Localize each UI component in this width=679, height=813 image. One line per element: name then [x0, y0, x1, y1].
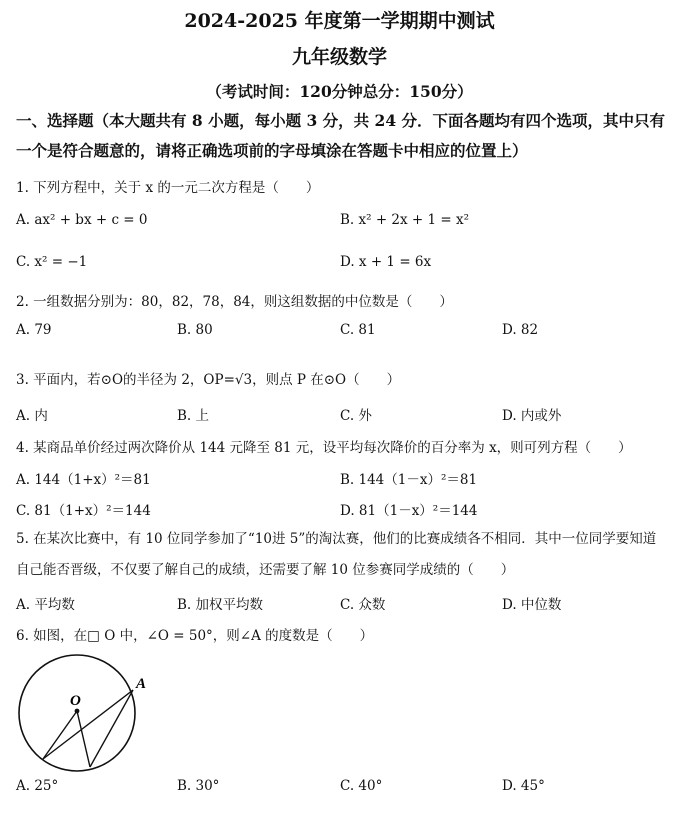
- question-2-option-d: D. 82: [502, 322, 539, 338]
- question-6-stem: 6. 如图，在□ O 中，∠O = 50°，则∠A 的度数是（ ）: [16, 628, 374, 644]
- question-5-stem: 5. 在某次比赛中，有 10 位同学参加了“10进 5”的淘汰赛，他们的比赛成绩各不相同．其中一位同学要知道自己能否晋级，不仅要了解自己的成绩，还需要了解 10 位参赛同学成绩的（ ）: [16, 531, 657, 578]
- question-1-option-d: D. x + 1 = 6x: [340, 254, 432, 270]
- question-5-option-b: B. 加权平均数: [177, 597, 264, 613]
- question-2-option-b: B. 80: [177, 322, 213, 338]
- question-4-option-a: A. 144（1+x）²＝81: [16, 472, 151, 488]
- label-o: O: [70, 693, 81, 709]
- circle-figure: [10, 650, 160, 775]
- radius-segment-1: [43, 711, 77, 759]
- question-3-option-a: A. 内: [16, 408, 48, 424]
- exam-subject: 九年级数学: [291, 46, 387, 68]
- question-1-stem: 1. 下列方程中，关于 x 的一元二次方程是（ ）: [16, 180, 320, 196]
- question-4-stem: 4. 某商品单价经过两次降价从 144 元降至 81 元，设平均每次降价的百分率为 x，则可列方程（ ）: [16, 440, 632, 456]
- question-2-option-c: C. 81: [340, 322, 376, 338]
- question-4-option-b: B. 144（1－x）²＝81: [340, 472, 478, 488]
- question-4-option-d: D. 81（1－x）²＝144: [340, 503, 478, 519]
- question-1-option-b: B. x² + 2x + 1 = x²: [340, 212, 470, 228]
- question-3-option-b: B. 上: [177, 408, 210, 424]
- question-4-option-c: C. 81（1+x）²＝144: [16, 503, 151, 519]
- question-1-option-a: A. ax² + bx + c = 0: [16, 212, 148, 228]
- question-1-option-c: C. x² = −1: [16, 254, 88, 270]
- question-2-stem: 2. 一组数据分别为：80，82，78，84，则这组数据的中位数是（ ）: [16, 294, 453, 310]
- center-point: [75, 709, 80, 714]
- question-6-option-c: C. 40°: [340, 778, 383, 794]
- exam-title: 2024-2025 年度第一学期期中测试: [184, 10, 495, 32]
- question-6-option-a: A. 25°: [16, 778, 59, 794]
- question-2-option-a: A. 79: [16, 322, 52, 338]
- question-5-option-c: C. 众数: [340, 597, 386, 613]
- question-5-option-a: A. 平均数: [16, 597, 75, 613]
- section-heading: 一、选择题（本大题共有 8 小题，每小题 3 分，共 24 分．下面各题均有四个选项，其中只有一个是符合题意的，请将正确选项前的字母填涂在答题卡中相应的位置上）: [16, 111, 666, 160]
- chord-a-1: [43, 690, 133, 759]
- question-6-option-b: B. 30°: [177, 778, 220, 794]
- chord-a-2: [90, 690, 133, 767]
- radius-segment-2: [77, 711, 90, 767]
- question-3-stem: 3. 平面内，若⊙O的半径为 2，OP=√3，则点 P 在⊙O（ ）: [16, 372, 401, 388]
- question-5-option-d: D. 中位数: [502, 597, 562, 613]
- question-3-option-c: C. 外: [340, 408, 372, 424]
- question-3-option-d: D. 内或外: [502, 408, 562, 424]
- question-6-option-d: D. 45°: [502, 778, 545, 794]
- exam-info: （考试时间：120分钟总分：150分）: [206, 82, 473, 101]
- label-a: A: [136, 676, 147, 692]
